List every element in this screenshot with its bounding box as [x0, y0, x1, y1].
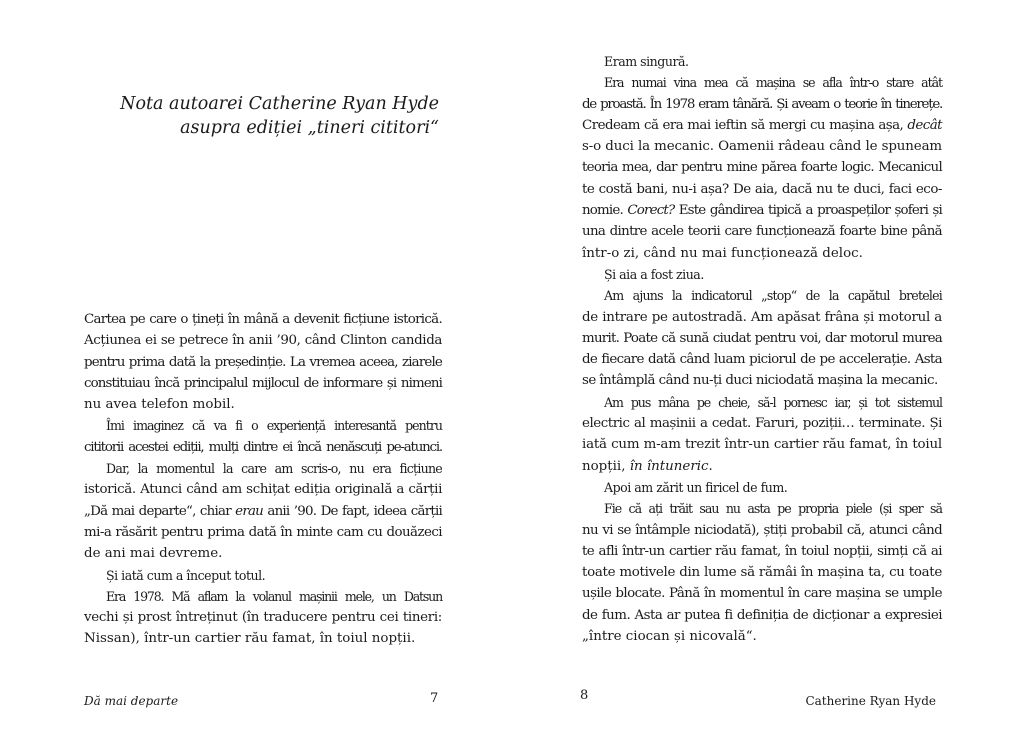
text-line: Era numai vina mea că mașina se afla într-o stare atât: [604, 75, 942, 91]
text-line: murit. Poate că sună ciudat pentru voi, dar motorul murea: [582, 330, 942, 346]
text-line: de proastă. În 1978 eram tânără. Și aveam o teorie în tinerețe.: [582, 96, 942, 112]
text-line: vechi și prost întreținut (în traducere pentru cei tineri:: [84, 610, 442, 626]
paragraph: [84, 458, 442, 564]
text-line: „între ciocan și nicovală“.: [582, 629, 757, 645]
text-line: pentru prima dată la președinție. La vremea aceea, ziarele: [84, 354, 442, 370]
page-number-right: 8: [580, 688, 589, 703]
paragraph: [84, 586, 442, 650]
text-line: Eram singură.: [604, 54, 689, 69]
text-line: de fiecare dată când luam piciorul de pe accelerație. Asta: [582, 352, 942, 368]
text-line: [84, 501, 442, 522]
text-line: constituiau încă principalul mijlocul de informare și nimeni: [84, 375, 442, 391]
text-line: mi-a răsărit pentru prima dată în minte cam cu douăzeci: [84, 524, 442, 540]
running-footer-title: Dă mai departe: [84, 694, 179, 708]
running-footer-author: Catherine Ryan Hyde: [805, 694, 936, 708]
paragraph: [582, 498, 942, 647]
text-line: Am ajuns la indicatorul „stop“ de la capătul bretelei: [604, 288, 942, 304]
text-line: nu vi se întâmple niciodată), știți probabil că, atunci când: [582, 522, 942, 538]
title-line: Nota autoarei Catherine Ryan Hyde: [120, 94, 439, 114]
emphasis: în întuneric.: [629, 458, 713, 474]
page-number-left: 7: [430, 691, 439, 706]
paragraph: [582, 477, 942, 498]
paragraph: [582, 264, 942, 285]
text-run: nopții,: [582, 458, 630, 474]
right-body-text: [582, 51, 942, 647]
text-line: de intrare pe autostradă. Am apăsat frâna și motorul a: [582, 309, 942, 325]
text-line: una dintre acele teorii care funcționează foarte bine până: [582, 224, 942, 240]
text-line: Am pus mâna pe cheie, să-l pornesc iar, și tot sistemul: [604, 394, 942, 410]
text-line: te afli într-un cartier rău famat, în toiul nopții, simți că ai: [582, 543, 942, 559]
text-line: Dar, la momentul la care am scris-o, nu era ficțiune: [106, 461, 442, 477]
author-note-title: [84, 92, 439, 140]
text-line: Și aia a fost ziua.: [604, 266, 704, 282]
text-line: Îmi imaginez că va fi o experiență interesantă pentru: [106, 418, 442, 434]
text-run: nomie.: [582, 203, 628, 219]
text-line: te costă bani, nu-i așa? De aia, dacă nu te duci, faci eco-: [582, 181, 942, 197]
text-line: de fum. Asta ar putea fi definiția de dicționar a expresiei: [582, 607, 942, 623]
text-line: nu avea telefon mobil.: [84, 397, 235, 413]
text-line: într-o zi, când nu mai funcționează deloc.: [582, 245, 863, 261]
left-body-text: [84, 309, 442, 650]
text-line: Cartea pe care o țineți în mână a devenit ficțiune istorică.: [84, 312, 442, 327]
text-line: cititorii acestei ediții, mulți dintre ei încă nenăscuți pe-atunci.: [84, 439, 442, 455]
text-line: toate motivele din lume să rămâi în mașina ta, cu toate: [582, 565, 942, 581]
paragraph: [582, 72, 942, 264]
emphasis: erau: [235, 503, 264, 519]
text-line: [582, 200, 942, 221]
text-line: iată cum m-am trezit într-un cartier rău famat, în toiul: [582, 437, 942, 453]
text-line: Nissan), într-un cartier rău famat, în toiul nopții.: [84, 631, 416, 647]
text-line: [582, 115, 942, 136]
text-line: ușile blocate. Până în momentul în care mașina se umple: [582, 586, 942, 602]
text-line: Era 1978. Mă aflam la volanul mașinii mele, un Datsun: [106, 588, 442, 604]
text-line: Și iată cum a început totul.: [106, 567, 266, 583]
text-line: Fie că ați trăit sau nu asta pe propria piele (și sper să: [604, 501, 942, 517]
text-run: Este gândirea tipică a proaspeților șoferi și: [674, 203, 942, 219]
emphasis: Corect?: [627, 203, 675, 219]
paragraph: [84, 309, 442, 415]
text-run: Credeam că era mai ieftin să mergi cu mașina așa,: [582, 117, 908, 133]
text-line: s-o duci la mecanic. Oamenii râdeau când le spuneam: [582, 139, 942, 155]
text-run: anii ’90. De fapt, ideea cărții: [263, 503, 442, 519]
paragraph: [582, 392, 942, 477]
emphasis: decât: [907, 117, 942, 133]
text-line: se întâmplă când nu-ți duci niciodată mașina la mecanic.: [582, 373, 938, 389]
text-line: Acțiunea ei se petrece în anii ’90, când Clinton candida: [84, 333, 442, 349]
text-run: „Dă mai departe“, chiar: [84, 503, 236, 519]
text-line: teoria mea, dar pentru mine părea foarte logic. Mecanicul: [582, 160, 942, 176]
text-line: istorică. Atunci când am schițat ediția originală a cărții: [84, 482, 442, 498]
paragraph: [84, 565, 442, 586]
right-page: [512, 0, 1024, 748]
text-line: de ani mai devreme.: [84, 546, 223, 562]
text-line: electric al mașinii a cedat. Faruri, poziții… terminate. Și: [582, 416, 942, 432]
paragraph: [84, 415, 442, 458]
title-line: asupra ediției „tineri cititori“: [180, 118, 439, 138]
paragraph: [582, 285, 942, 391]
paragraph: [582, 51, 942, 72]
text-line: Apoi am zărit un firicel de fum.: [604, 479, 788, 495]
text-line: [582, 456, 942, 477]
